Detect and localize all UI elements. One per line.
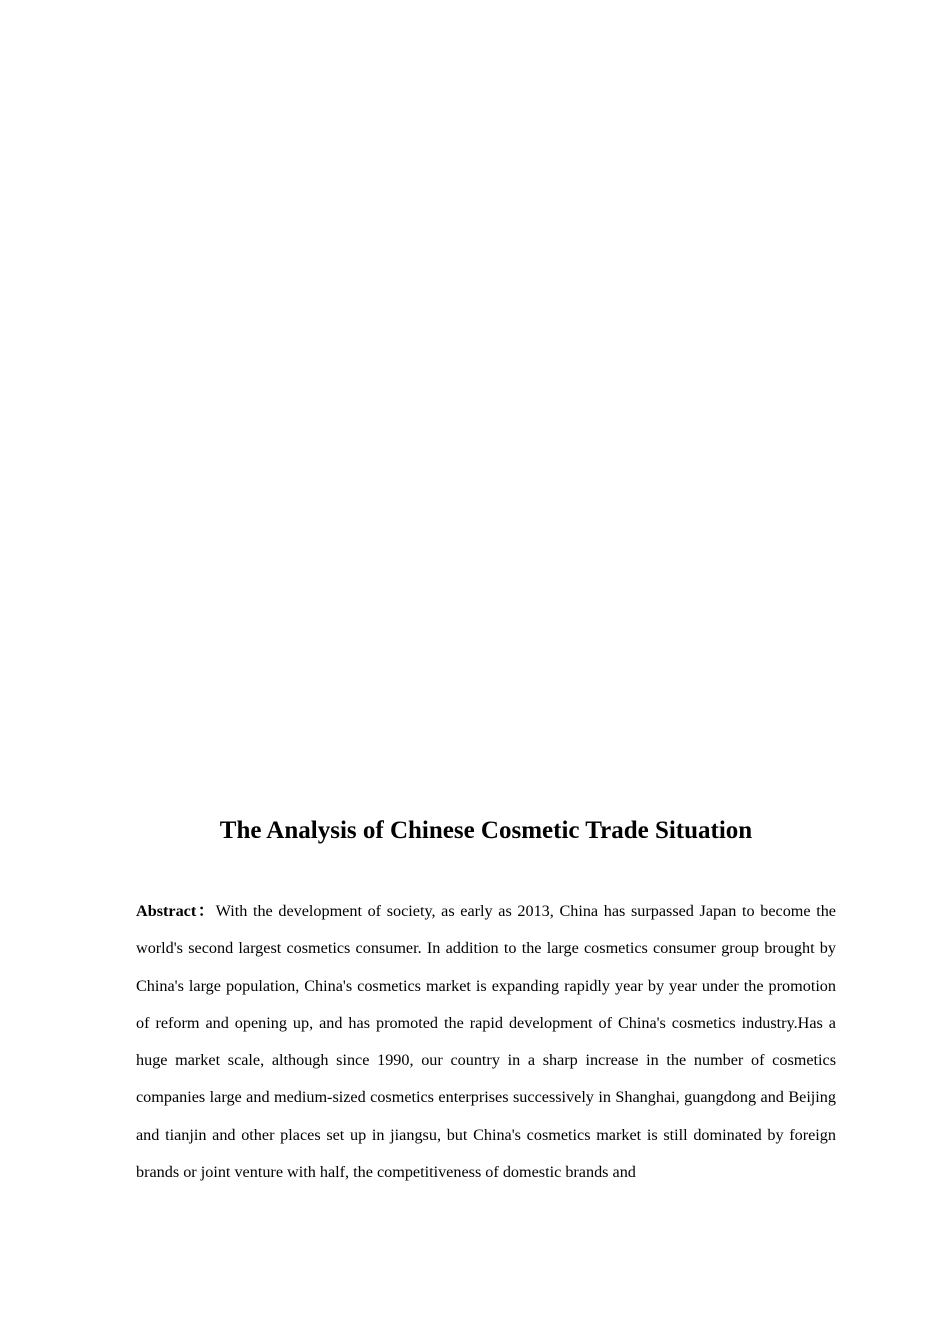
abstract-body: With the development of society, as early as 2013, China has surpassed Japan to become the world's second largest cosmetics consumer. In addition to the large cosmetics consumer group brought by China's large population, China's cosmetics market is expanding rapidly year by year under the promotion of reform and opening up, and has promoted the rapid development of China's cosmetics industry.Has a huge market scale, although since 1990, our country in a sharp increase in the number of cosmetics companies large and medium-sized cosmetics enterprises successively in Shanghai, guangdong and Beijing and tianjin and other places set up in jiangsu, but China's cosmetics market is still dominated by foreign brands or joint venture with half, the competitiveness of domestic brands and	[136, 902, 836, 1182]
abstract-paragraph	[136, 893, 836, 1191]
document-title: The Analysis of Chinese Cosmetic Trade Situation	[219, 817, 753, 844]
abstract-label: Abstract：	[136, 902, 216, 920]
